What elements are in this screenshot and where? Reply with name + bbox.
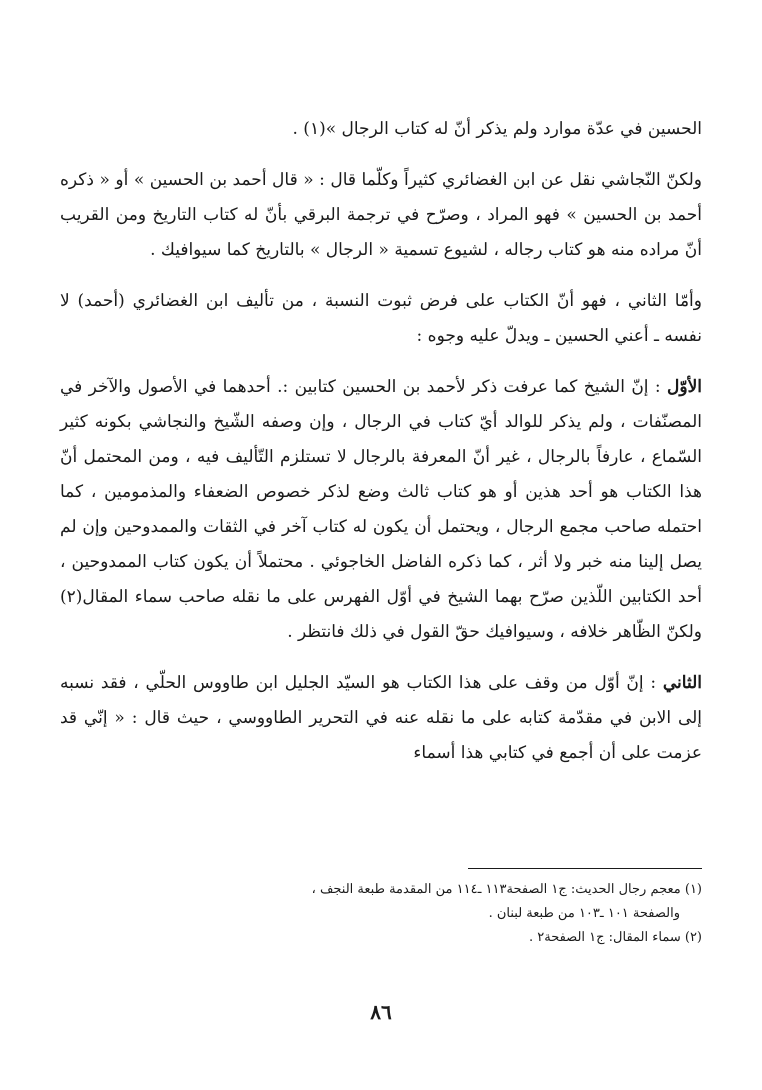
paragraph-4: [60, 370, 702, 650]
line: : إنّ أوّل من وقف على هذا الكتاب هو السيّد الجليل ابن طاووس: [193, 673, 663, 693]
line: : إنّ الشيخ كما عرفت ذكر لأحمد بن الحسين كتابين :. أحدهما: [222, 377, 668, 397]
footnote-2: (٢) سماء المقال: ج١ الصفحة٢ .: [528, 930, 702, 945]
line: والممدوحين وإن لم يصل إلينا منه خبر ولا أثر ، كما ذكره الفاضل الخاجوئي .: [60, 517, 703, 572]
line: صاحب مجمع الرجال ، ويحتمل أن يكون له كتاب آخر في الثقات: [203, 517, 652, 537]
line: هذين أو هو كتاب ثالث وضع لذكر خصوص الضعفاء والمذمومين ، كما احتمله: [60, 482, 702, 537]
footnote-divider: [468, 868, 702, 869]
footnote-1: (١) معجم رجال الحديث: ج١ الصفحة١١٣ ـ١١٤ من المقدمة طبعة النجف ،: [311, 882, 702, 897]
line: الغضائري (أحمد) لا نفسه ـ أعني الحسين ـ ويدلّ عليه وجوه :: [60, 291, 702, 346]
line: الحسين في عدّة موارد ولم يذكر أنّ له كتاب الرجال »(١) .: [292, 119, 702, 139]
line: محتملاً أن يكون كتاب الممدوحين ، أحد الكتابين اللّذين صرّح بهما الشيخ: [60, 552, 702, 607]
paragraph-5: [60, 666, 702, 771]
body-text: [60, 112, 702, 771]
line: الحسين » أو « ذكره أحمد بن الحسين » فهو المراد ، وصرّح في ترجمة البرقي: [60, 170, 702, 225]
line: وسيوافيك حقّ القول في ذلك فانتظر .: [287, 622, 554, 642]
line: الطاووسي ، حيث قال : « إنّي قد عزمت على أن أجمع في كتابي هذا أسماء: [60, 708, 702, 763]
page-number: ٨٦: [370, 1000, 392, 1024]
footnotes: [60, 878, 702, 950]
line: « الرجال » بالتاريخ كما سيوافيك .: [150, 240, 389, 260]
line: في الأصول والآخر في المصنّفات ، ولم يذكر للوالد أيّ كتاب في الرجال ،: [60, 377, 703, 432]
line: ولكنّ النّجاشي نقل عن ابن الغضائري كثيراً وكلّما قال : « قال أحمد بن: [209, 170, 702, 190]
line: وأمّا الثاني ، فهو أنّ الكتاب على فرض ثبوت النسبة ، من تأليف ابن: [205, 291, 702, 311]
line: المعرفة بالرجال لا تستلزم التّأليف فيه ، ومن المحتمل أنّ هذا الكتاب هو أحد: [60, 447, 702, 502]
line: الحلّي ، فقد نسبه إلى الابن في مقدّمة كتابه على ما نقله عنه في التحرير: [60, 673, 703, 728]
section-keyword: الثاني: [662, 673, 702, 693]
paragraph-2: [60, 163, 702, 268]
line: في أوّل الفهرس على ما نقله صاحب سماء المقال(٢) ولكنّ الظّاهر خلافه ،: [60, 587, 702, 642]
section-keyword: الأوّل: [667, 377, 703, 397]
footnote-1-continuation: والصفحة ١٠١ ـ١٠٣ من طبعة لبنان .: [488, 906, 680, 921]
paragraph-3: [60, 284, 702, 354]
paragraph-1: [60, 112, 702, 147]
line: بأنّ له كتاب التاريخ ومن القريب أنّ مراده منه هو كتاب رجاله ، لشيوع تسمية: [60, 205, 702, 260]
line: وإن وصفه الشّيخ والنجاشي بكونه كثير السّماع ، عارفاً بالرجال ، غير أنّ: [60, 412, 703, 467]
